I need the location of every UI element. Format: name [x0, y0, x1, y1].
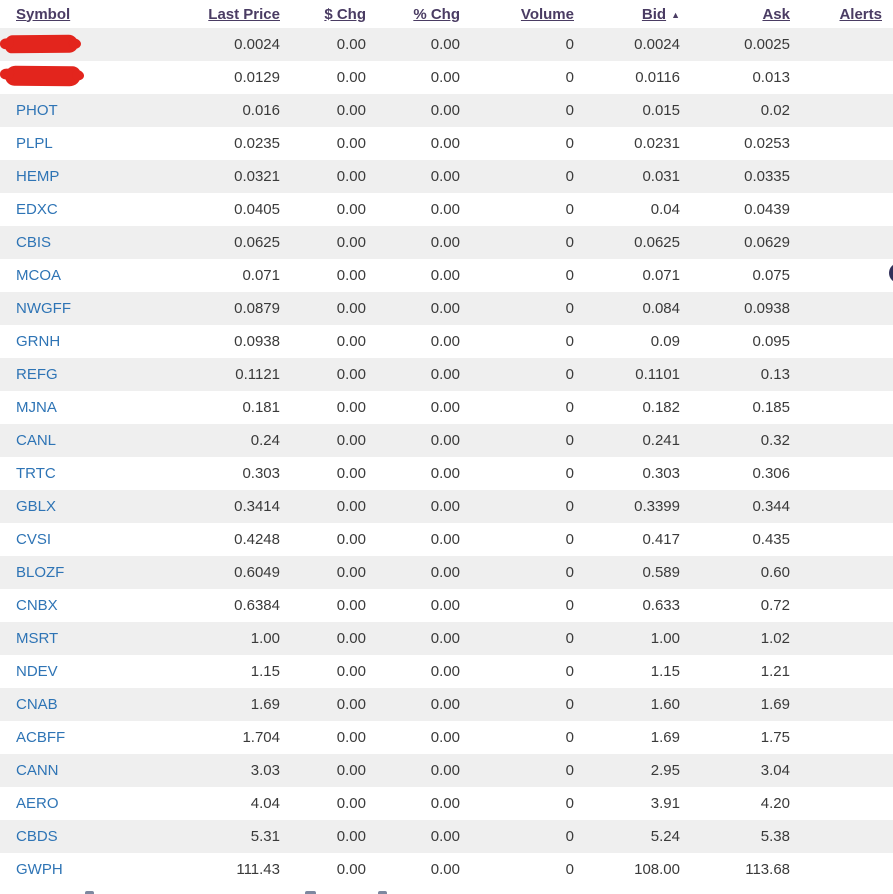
bid-cell: 0.589 — [642, 564, 680, 581]
redaction-scribble — [5, 35, 78, 54]
ask-cell: 0.0629 — [744, 234, 790, 251]
last-price-cell: 0.4248 — [234, 531, 280, 548]
symbol-cell — [0, 358, 140, 391]
table-body — [0, 28, 893, 886]
dollar-chg-cell: 0.00 — [336, 201, 366, 218]
dollar-chg-cell: 0.00 — [336, 762, 366, 779]
symbol-link[interactable]: REFG — [16, 366, 58, 383]
ask-cell: 1.75 — [760, 729, 790, 746]
last-price-cell: 0.6384 — [234, 597, 280, 614]
last-price-cell: 0.0235 — [234, 135, 280, 152]
ask-cell: 0.306 — [752, 465, 790, 482]
dollar-chg-cell: 0.00 — [336, 366, 366, 383]
dollar-chg-cell: 0.00 — [336, 333, 366, 350]
last-price-cell: 1.69 — [250, 696, 280, 713]
pct-chg-cell: 0.00 — [430, 663, 460, 680]
alerts-cell — [790, 853, 893, 886]
symbol-link[interactable]: CNBX — [16, 597, 58, 614]
last-price-cell: 3.03 — [250, 762, 280, 779]
ask-cell: 0.075 — [752, 267, 790, 284]
column-header-volume-label: Volume — [520, 5, 574, 23]
ask-cell: 0.185 — [752, 399, 790, 416]
dollar-chg-cell: 0.00 — [336, 795, 366, 812]
table-row — [0, 226, 893, 259]
symbol-cell — [0, 853, 140, 886]
dollar-chg-cell: 0.00 — [336, 36, 366, 53]
ask-cell: 1.69 — [760, 696, 790, 713]
volume-cell: 0 — [565, 663, 574, 680]
bid-cell: 0.417 — [642, 531, 680, 548]
symbol-link[interactable]: GRNH — [16, 333, 61, 350]
bid-cell: 1.69 — [650, 729, 680, 746]
pct-chg-cell: 0.00 — [430, 729, 460, 746]
volume-cell: 0 — [565, 366, 574, 383]
alerts-cell — [790, 61, 893, 94]
ask-cell: 0.0439 — [744, 201, 790, 218]
pct-chg-cell: 0.00 — [430, 267, 460, 284]
bid-cell: 0.0231 — [634, 135, 680, 152]
symbol-cell — [0, 127, 140, 160]
alerts-cell — [790, 259, 893, 292]
table-row — [0, 193, 893, 226]
symbol-cell — [0, 655, 140, 688]
alerts-cell — [790, 721, 893, 754]
column-header-ask-label: Ask — [762, 5, 790, 23]
dollar-chg-cell: 0.00 — [336, 69, 366, 86]
ask-cell: 0.32 — [760, 432, 790, 449]
bid-cell: 5.24 — [650, 828, 680, 845]
symbol-cell — [0, 721, 140, 754]
symbol-link[interactable]: MCOA — [16, 267, 61, 284]
column-header-dollar-chg[interactable] — [280, 0, 366, 28]
pct-chg-cell: 0.00 — [430, 564, 460, 581]
volume-cell: 0 — [565, 630, 574, 647]
pct-chg-cell: 0.00 — [430, 432, 460, 449]
last-price-cell: 0.181 — [242, 399, 280, 416]
alerts-cell — [790, 358, 893, 391]
symbol-cell — [0, 820, 140, 853]
alerts-cell — [790, 754, 893, 787]
volume-cell: 0 — [565, 531, 574, 548]
column-header-alerts[interactable] — [790, 0, 893, 28]
pct-chg-cell: 0.00 — [430, 102, 460, 119]
dollar-chg-cell: 0.00 — [336, 102, 366, 119]
volume-cell: 0 — [565, 36, 574, 53]
symbol-cell — [0, 622, 140, 655]
ask-cell: 0.344 — [752, 498, 790, 515]
last-price-cell: 0.0024 — [234, 36, 280, 53]
column-header-bid[interactable] — [574, 0, 680, 28]
volume-cell: 0 — [565, 696, 574, 713]
table-row — [0, 721, 893, 754]
alerts-cell — [790, 688, 893, 721]
ask-cell: 1.21 — [760, 663, 790, 680]
ask-cell: 0.0335 — [744, 168, 790, 185]
bid-cell: 0.303 — [642, 465, 680, 482]
bid-cell: 2.95 — [650, 762, 680, 779]
symbol-link[interactable]: ACBFF — [16, 729, 66, 746]
symbol-cell — [0, 754, 140, 787]
dollar-chg-cell: 0.00 — [336, 135, 366, 152]
column-header-alerts-label: Alerts — [839, 5, 882, 23]
bid-cell: 0.3399 — [634, 498, 680, 515]
table-row — [0, 787, 893, 820]
symbol-cell — [0, 490, 140, 523]
last-price-cell: 5.31 — [250, 828, 280, 845]
symbol-cell — [0, 292, 140, 325]
column-header-dollar-chg-label: $ Chg — [324, 5, 366, 23]
table-row — [0, 292, 893, 325]
last-price-cell: 0.0938 — [234, 333, 280, 350]
alerts-cell — [790, 28, 893, 61]
symbol-cell — [0, 28, 140, 61]
alerts-cell — [790, 589, 893, 622]
last-price-cell: 0.0405 — [234, 201, 280, 218]
volume-cell: 0 — [565, 762, 574, 779]
bid-cell: 1.60 — [650, 696, 680, 713]
pct-chg-cell: 0.00 — [430, 465, 460, 482]
symbol-link[interactable]: HEMP — [16, 168, 60, 185]
table-header — [0, 0, 893, 28]
table-row — [0, 94, 893, 127]
bid-cell: 3.91 — [650, 795, 680, 812]
symbol-link[interactable]: GWPH — [16, 861, 63, 878]
dollar-chg-cell: 0.00 — [336, 168, 366, 185]
table-row — [0, 820, 893, 853]
bid-cell: 0.182 — [642, 399, 680, 416]
ask-cell: 1.02 — [760, 630, 790, 647]
last-price-cell: 0.0625 — [234, 234, 280, 251]
alerts-cell — [790, 523, 893, 556]
dollar-chg-cell: 0.00 — [336, 300, 366, 317]
table-row — [0, 853, 893, 886]
volume-cell: 0 — [565, 300, 574, 317]
alerts-cell — [790, 424, 893, 457]
dollar-chg-cell: 0.00 — [336, 861, 366, 878]
last-price-cell: 0.071 — [242, 267, 280, 284]
symbol-link[interactable]: CNAB — [16, 696, 58, 713]
volume-cell: 0 — [565, 465, 574, 482]
alerts-cell — [790, 193, 893, 226]
column-header-last-price-label: Last Price — [208, 5, 280, 23]
dollar-chg-cell: 0.00 — [336, 465, 366, 482]
ask-cell: 0.0253 — [744, 135, 790, 152]
dollar-chg-cell: 0.00 — [336, 564, 366, 581]
last-price-cell: 1.00 — [250, 630, 280, 647]
table-row — [0, 622, 893, 655]
dollar-chg-cell: 0.00 — [336, 729, 366, 746]
table-row — [0, 391, 893, 424]
ask-cell: 113.68 — [745, 861, 790, 878]
dollar-chg-cell: 0.00 — [336, 696, 366, 713]
last-price-cell: 0.0321 — [234, 168, 280, 185]
ask-cell: 3.04 — [760, 762, 790, 779]
symbol-cell — [0, 424, 140, 457]
pct-chg-cell: 0.00 — [430, 135, 460, 152]
table-row — [0, 655, 893, 688]
last-price-cell: 0.24 — [250, 432, 280, 449]
last-price-cell: 111.43 — [236, 861, 280, 878]
pct-chg-cell: 0.00 — [430, 333, 460, 350]
alerts-cell — [790, 655, 893, 688]
symbol-cell — [0, 523, 140, 556]
bid-cell: 0.031 — [642, 168, 680, 185]
column-header-last-price[interactable] — [140, 0, 280, 28]
table-row — [0, 523, 893, 556]
last-price-cell: 0.303 — [242, 465, 280, 482]
pct-chg-cell: 0.00 — [430, 300, 460, 317]
symbol-link[interactable]: NWGFF — [16, 300, 71, 317]
dollar-chg-cell: 0.00 — [336, 498, 366, 515]
bid-cell: 1.15 — [650, 663, 680, 680]
last-price-cell: 1.15 — [250, 663, 280, 680]
ask-cell: 0.095 — [752, 333, 790, 350]
table-row — [0, 127, 893, 160]
last-price-cell: 0.0879 — [234, 300, 280, 317]
ask-cell: 4.20 — [760, 795, 790, 812]
pct-chg-cell: 0.00 — [430, 762, 460, 779]
symbol-link[interactable]: MSRT — [16, 630, 59, 647]
pct-chg-cell: 0.00 — [430, 234, 460, 251]
last-price-cell: 4.04 — [250, 795, 280, 812]
last-price-cell: 0.3414 — [234, 498, 280, 515]
ask-cell: 0.13 — [760, 366, 790, 383]
symbol-cell — [0, 787, 140, 820]
pct-chg-cell: 0.00 — [430, 36, 460, 53]
symbol-link[interactable]: CBDS — [16, 828, 58, 845]
volume-cell: 0 — [565, 597, 574, 614]
pct-chg-cell: 0.00 — [430, 597, 460, 614]
volume-cell: 0 — [565, 102, 574, 119]
symbol-link[interactable]: CVSI — [16, 531, 52, 548]
symbol-link[interactable]: NDEV — [16, 663, 58, 680]
volume-cell: 0 — [565, 399, 574, 416]
alerts-cell — [790, 490, 893, 523]
ask-cell: 0.72 — [760, 597, 790, 614]
volume-cell: 0 — [565, 729, 574, 746]
ask-cell: 0.013 — [752, 69, 790, 86]
last-price-cell: 0.0129 — [234, 69, 280, 86]
alerts-cell — [790, 622, 893, 655]
volume-cell: 0 — [565, 267, 574, 284]
volume-cell: 0 — [565, 861, 574, 878]
bid-cell: 0.015 — [642, 102, 680, 119]
pct-chg-cell: 0.00 — [430, 531, 460, 548]
table-row — [0, 424, 893, 457]
alerts-cell — [790, 160, 893, 193]
alerts-cell — [790, 325, 893, 358]
symbol-link[interactable]: CANL — [16, 432, 57, 449]
ask-cell: 0.60 — [760, 564, 790, 581]
symbol-link[interactable]: BLOZF — [16, 564, 65, 581]
pct-chg-cell: 0.00 — [430, 366, 460, 383]
dollar-chg-cell: 0.00 — [336, 828, 366, 845]
redaction-scribble — [5, 66, 81, 87]
last-price-cell: 0.1121 — [235, 366, 280, 383]
volume-cell: 0 — [565, 69, 574, 86]
symbol-link[interactable]: CBIS — [16, 234, 52, 251]
alerts-cell — [790, 226, 893, 259]
bid-cell: 0.0625 — [634, 234, 680, 251]
column-header-volume[interactable] — [460, 0, 574, 28]
dollar-chg-cell: 0.00 — [336, 267, 366, 284]
volume-cell: 0 — [565, 828, 574, 845]
symbol-cell — [0, 160, 140, 193]
bid-cell: 108.00 — [634, 861, 680, 878]
alerts-cell — [790, 127, 893, 160]
pct-chg-cell: 0.00 — [430, 630, 460, 647]
pct-chg-cell: 0.00 — [430, 498, 460, 515]
volume-cell: 0 — [565, 234, 574, 251]
table-row — [0, 754, 893, 787]
alerts-cell — [790, 787, 893, 820]
column-header-bid-label: Bid — [641, 5, 667, 23]
table-row — [0, 61, 893, 94]
symbol-link[interactable]: PLPL — [16, 135, 53, 152]
pct-chg-cell: 0.00 — [430, 828, 460, 845]
ask-cell: 0.02 — [760, 102, 790, 119]
symbol-link[interactable]: AERO — [16, 795, 59, 812]
volume-cell: 0 — [565, 168, 574, 185]
symbol-cell — [0, 94, 140, 127]
bid-cell: 0.09 — [650, 333, 680, 350]
volume-cell: 0 — [565, 333, 574, 350]
ask-cell: 0.0938 — [744, 300, 790, 317]
pct-chg-cell: 0.00 — [430, 696, 460, 713]
table-row — [0, 160, 893, 193]
volume-cell: 0 — [565, 135, 574, 152]
bid-cell: 0.071 — [642, 267, 680, 284]
sort-ascending-icon: ▲ — [671, 9, 680, 20]
last-price-cell: 0.6049 — [234, 564, 280, 581]
table-row — [0, 325, 893, 358]
symbol-cell — [0, 589, 140, 622]
bid-cell: 0.0116 — [635, 69, 680, 86]
column-header-symbol-label: Symbol — [16, 5, 71, 23]
symbol-link[interactable]: MJNA — [16, 399, 57, 416]
volume-cell: 0 — [565, 201, 574, 218]
table-row — [0, 688, 893, 721]
clipped-partial-row — [0, 886, 893, 894]
pct-chg-cell: 0.00 — [430, 795, 460, 812]
symbol-cell — [0, 226, 140, 259]
alerts-cell — [790, 391, 893, 424]
table-row — [0, 28, 893, 61]
symbol-cell — [0, 61, 140, 94]
symbol-link[interactable]: EDXC — [16, 201, 58, 218]
symbol-cell — [0, 391, 140, 424]
table-row — [0, 259, 893, 292]
symbol-link[interactable]: CANN — [16, 762, 59, 779]
dollar-chg-cell: 0.00 — [336, 531, 366, 548]
table-row — [0, 490, 893, 523]
dollar-chg-cell: 0.00 — [336, 234, 366, 251]
bid-cell: 0.04 — [650, 201, 680, 218]
volume-cell: 0 — [565, 564, 574, 581]
symbol-cell — [0, 457, 140, 490]
bid-cell: 0.633 — [642, 597, 680, 614]
bid-cell: 0.241 — [642, 432, 680, 449]
column-header-pct-chg-label: % Chg — [413, 5, 460, 23]
symbol-cell — [0, 325, 140, 358]
dollar-chg-cell: 0.00 — [336, 597, 366, 614]
alerts-cell — [790, 556, 893, 589]
symbol-link[interactable]: GBLX — [16, 498, 57, 515]
last-price-cell: 1.704 — [242, 729, 280, 746]
ask-cell: 0.435 — [752, 531, 790, 548]
dollar-chg-cell: 0.00 — [336, 399, 366, 416]
ask-cell: 5.38 — [760, 828, 790, 845]
symbol-cell — [0, 259, 140, 292]
dollar-chg-cell: 0.00 — [336, 630, 366, 647]
column-header-pct-chg[interactable] — [366, 0, 460, 28]
alerts-cell — [790, 94, 893, 127]
symbol-cell — [0, 193, 140, 226]
symbol-link[interactable]: PHOT — [16, 102, 58, 119]
volume-cell: 0 — [565, 498, 574, 515]
alerts-cell — [790, 820, 893, 853]
bid-cell: 0.084 — [642, 300, 680, 317]
alerts-cell — [790, 457, 893, 490]
bid-cell: 0.1101 — [635, 366, 680, 383]
pct-chg-cell: 0.00 — [430, 69, 460, 86]
last-price-cell: 0.016 — [242, 102, 280, 119]
pct-chg-cell: 0.00 — [430, 399, 460, 416]
pct-chg-cell: 0.00 — [430, 861, 460, 878]
dollar-chg-cell: 0.00 — [336, 663, 366, 680]
bid-cell: 1.00 — [650, 630, 680, 647]
symbol-cell — [0, 688, 140, 721]
table-row — [0, 358, 893, 391]
column-header-ask[interactable] — [680, 0, 790, 28]
bid-cell: 0.0024 — [634, 36, 680, 53]
table-row — [0, 457, 893, 490]
volume-cell: 0 — [565, 795, 574, 812]
column-header-symbol[interactable] — [0, 0, 140, 28]
dollar-chg-cell: 0.00 — [336, 432, 366, 449]
volume-cell: 0 — [565, 432, 574, 449]
pct-chg-cell: 0.00 — [430, 168, 460, 185]
symbol-cell — [0, 556, 140, 589]
pct-chg-cell: 0.00 — [430, 201, 460, 218]
alerts-cell — [790, 292, 893, 325]
table-row — [0, 556, 893, 589]
symbol-link[interactable]: TRTC — [16, 465, 56, 482]
ask-cell: 0.0025 — [744, 36, 790, 53]
table-row — [0, 589, 893, 622]
